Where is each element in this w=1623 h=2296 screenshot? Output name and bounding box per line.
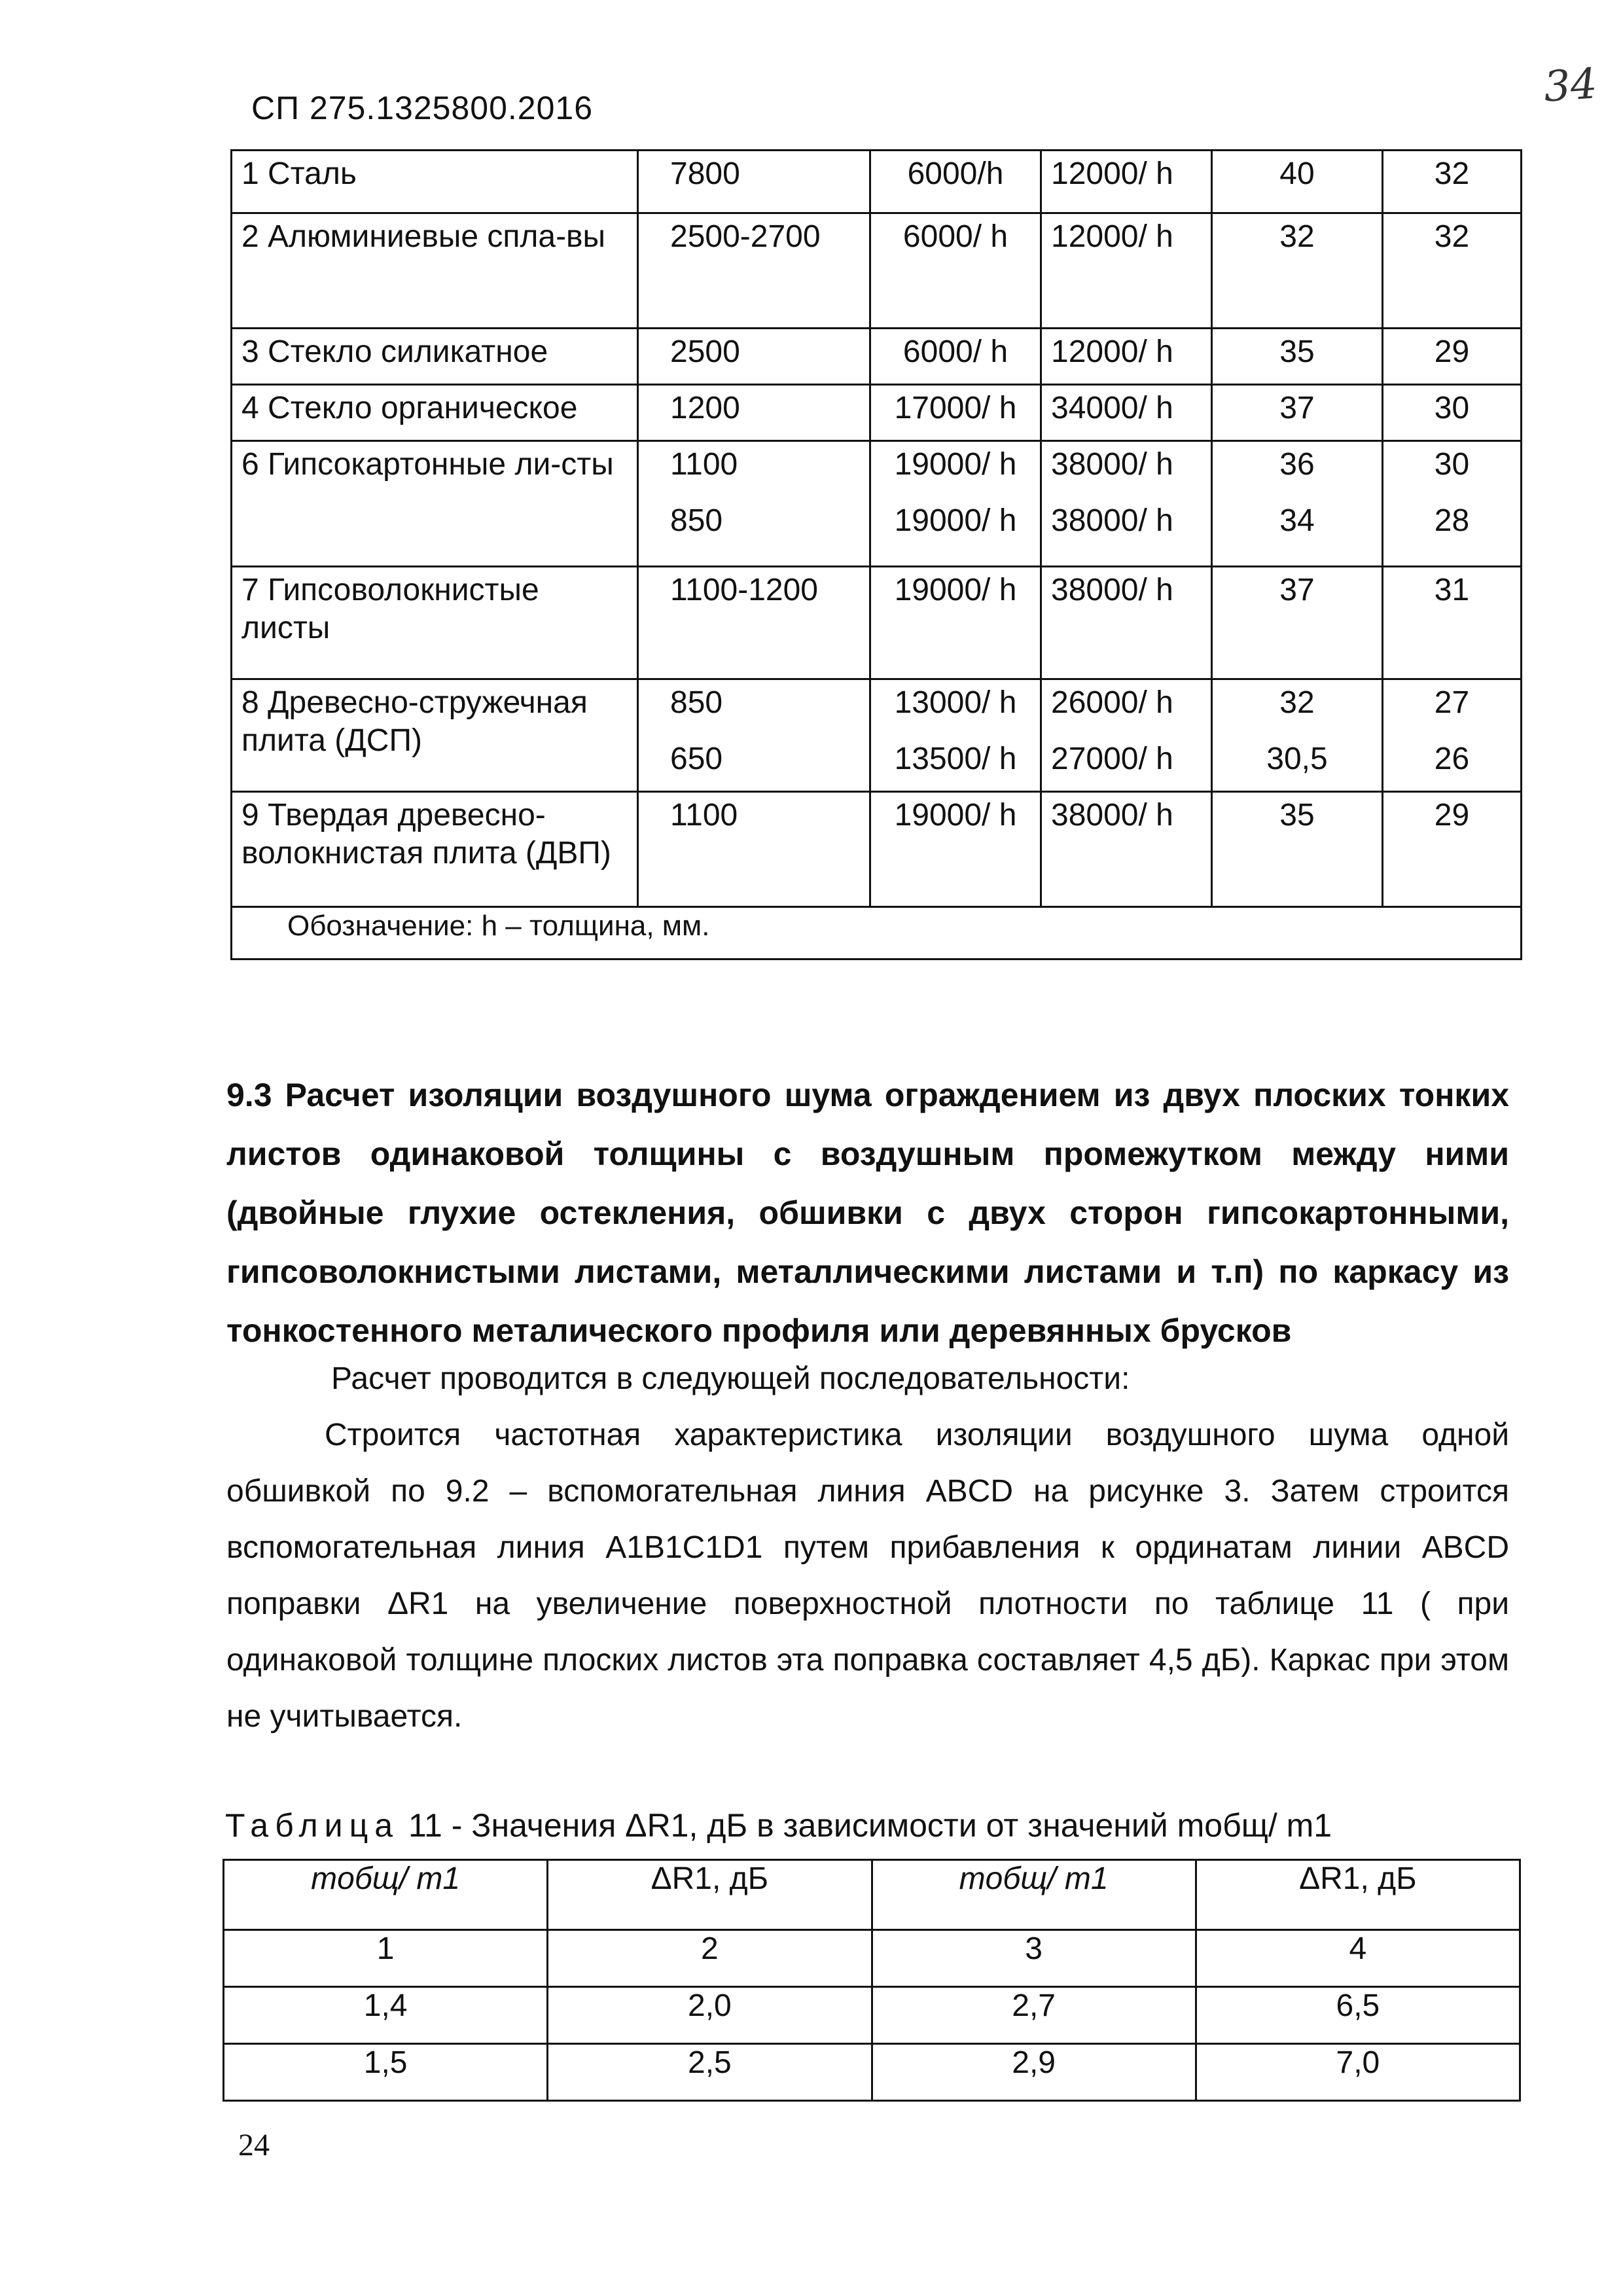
table11-header-cell: mобщ/ m1	[224, 1860, 548, 1930]
material-c4-cell	[1041, 567, 1212, 679]
table11-cell: 2,9	[872, 2044, 1196, 2101]
material-value: 2500-2700	[670, 219, 821, 254]
material-value: 40	[1279, 156, 1315, 191]
material-c6-cell	[1383, 679, 1522, 792]
material-c4-cell	[1041, 792, 1212, 907]
material-value: 32	[1434, 156, 1470, 191]
material-value: 28	[1434, 503, 1470, 538]
material-c4-cell	[1041, 385, 1212, 441]
material-c5-cell	[1212, 441, 1383, 567]
materials-row	[232, 792, 1522, 907]
table11-cell: 1,4	[224, 1987, 548, 2044]
table11-header-row	[224, 1860, 1520, 1930]
table11-cell: 1	[224, 1930, 548, 1987]
material-value: 32	[1279, 685, 1315, 720]
material-c3-cell	[870, 792, 1041, 907]
material-value: 850	[670, 503, 723, 538]
material-value: 38000/ h	[1051, 573, 1173, 607]
table11-cell: 2	[548, 1930, 872, 1987]
material-name: 8 Древесно-стружечная плита (ДСП)	[232, 679, 638, 792]
material-value: 26	[1434, 741, 1470, 776]
material-value: 1200	[670, 391, 740, 425]
material-value: 12000/ h	[1051, 219, 1173, 254]
material-c6-cell	[1383, 329, 1522, 385]
material-value: 850	[670, 685, 723, 720]
material-value: 34000/ h	[1051, 391, 1173, 425]
material-value: 36	[1279, 447, 1315, 482]
material-value: 1100	[670, 447, 738, 482]
table11-caption-text: 11 - Значения ΔR1, дБ в зависимости от значений mобщ/ m1	[399, 1807, 1332, 1844]
material-value: 27000/ h	[1051, 741, 1173, 776]
materials-row	[232, 213, 1522, 329]
material-c3-cell	[870, 329, 1041, 385]
materials-row	[232, 151, 1522, 213]
material-c4-cell	[1041, 329, 1212, 385]
material-value: 37	[1279, 573, 1315, 607]
material-value: 35	[1279, 334, 1315, 369]
materials-row	[232, 441, 1522, 567]
material-c6-cell	[1383, 441, 1522, 567]
material-value: 32	[1279, 219, 1315, 254]
table11-caption-label: Таблица	[225, 1807, 400, 1844]
material-c5-cell	[1212, 213, 1383, 329]
material-c3-cell	[870, 213, 1041, 329]
table11-cell: 6,5	[1196, 1987, 1520, 2044]
material-value: 1100-1200	[670, 573, 818, 607]
material-c5-cell	[1212, 385, 1383, 441]
material-name: 3 Стекло силикатное	[232, 329, 638, 385]
materials-row	[232, 329, 1522, 385]
material-value: 29	[1434, 798, 1470, 833]
material-density-cell	[638, 792, 870, 907]
material-value: 13000/ h	[894, 685, 1017, 720]
table11-cell: 2,7	[872, 1987, 1196, 2044]
material-c4-cell	[1041, 679, 1212, 792]
table11-cell: 1,5	[224, 2044, 548, 2101]
material-value: 38000/ h	[1051, 503, 1173, 538]
materials-note-row	[232, 907, 1522, 960]
material-value: 30	[1434, 447, 1470, 482]
material-value: 38000/ h	[1051, 447, 1173, 482]
material-value: 1100	[670, 798, 738, 833]
material-density-cell	[638, 679, 870, 792]
material-value: 19000/ h	[894, 798, 1017, 833]
material-value: 30	[1434, 391, 1470, 425]
table11-row	[224, 2044, 1520, 2101]
material-value: 6000/ h	[902, 219, 1008, 254]
material-density-cell	[638, 213, 870, 329]
materials-note: Обозначение: h – толщина, мм.	[232, 907, 1522, 960]
handwritten-page-number: 34	[1542, 60, 1599, 112]
paragraph-method	[226, 1407, 1509, 1745]
table11-header-cell: ΔR1, дБ	[1196, 1860, 1520, 1930]
material-c4-cell	[1041, 213, 1212, 329]
material-c3-cell	[870, 567, 1041, 679]
table11-cell: 7,0	[1196, 2044, 1520, 2101]
table11-header-cell: ΔR1, дБ	[548, 1860, 872, 1930]
table11-number-row	[224, 1930, 1520, 1987]
material-value: 27	[1434, 685, 1470, 720]
material-value: 37	[1279, 391, 1315, 425]
material-value: 38000/ h	[1051, 798, 1173, 833]
material-c6-cell	[1383, 385, 1522, 441]
material-value: 32	[1434, 219, 1470, 254]
material-value: 19000/ h	[894, 447, 1017, 482]
material-c4-cell	[1041, 441, 1212, 567]
material-name: 2 Алюминиевые спла-вы	[232, 213, 638, 329]
material-c6-cell	[1383, 213, 1522, 329]
material-c3-cell	[870, 679, 1041, 792]
table11-caption	[225, 1806, 1332, 1844]
materials-row	[232, 567, 1522, 679]
material-c3-cell	[870, 151, 1041, 213]
material-value: 650	[670, 741, 723, 776]
material-value: 31	[1434, 573, 1470, 607]
materials-row	[232, 679, 1522, 792]
material-density-cell	[638, 329, 870, 385]
material-c5-cell	[1212, 151, 1383, 213]
material-value: 29	[1434, 334, 1470, 369]
page-number: 24	[238, 2128, 270, 2162]
table11-cell: 4	[1196, 1930, 1520, 1987]
material-value: 30,5	[1266, 741, 1328, 776]
material-c5-cell	[1212, 679, 1383, 792]
table11-header-cell: mобщ/ m1	[872, 1860, 1196, 1930]
material-value: 19000/ h	[894, 573, 1017, 607]
material-c6-cell	[1383, 151, 1522, 213]
table11	[223, 1859, 1521, 2102]
material-value: 35	[1279, 798, 1315, 833]
material-c6-cell	[1383, 567, 1522, 679]
table11-cell: 2,5	[548, 2044, 872, 2101]
material-value: 26000/ h	[1051, 685, 1173, 720]
material-c5-cell	[1212, 792, 1383, 907]
material-value: 6000/ h	[902, 334, 1008, 369]
material-name: 4 Стекло органическое	[232, 385, 638, 441]
material-density-cell	[638, 567, 870, 679]
material-value: 13500/ h	[894, 741, 1017, 776]
material-density-cell	[638, 151, 870, 213]
material-c5-cell	[1212, 329, 1383, 385]
material-value: 19000/ h	[894, 503, 1017, 538]
table11-row	[224, 1987, 1520, 2044]
material-value: 2500	[670, 334, 740, 369]
materials-row	[232, 385, 1522, 441]
material-name: 1 Сталь	[232, 151, 638, 213]
paragraph-method-text: Строится частотная характеристика изоляции воздушного шума одной обшивкой по 9.2 – вспомогательная линия ABCD на рисунке 3. Затем строится вспомогательная линия A1B1C1D1 путем прибавления к ординатам линии ABCD поправки ΔR1 на увеличение поверхностной плотности по таблице 11 ( при одинаковой толщине плоских листов эта поправка составляет 4,5 дБ). Каркас при этом не учитывается.	[226, 1418, 1509, 1734]
table11-cell: 2,0	[548, 1987, 872, 2044]
material-value: 12000/ h	[1051, 334, 1173, 369]
material-value: 6000/h	[907, 156, 1004, 191]
material-name: 9 Твердая древесно-волокнистая плита (ДВП)	[232, 792, 638, 907]
material-value: 12000/ h	[1051, 156, 1173, 191]
material-c3-cell	[870, 441, 1041, 567]
document-code: СП 275.1325800.2016	[251, 90, 594, 126]
material-c4-cell	[1041, 151, 1212, 213]
material-name: 6 Гипсокартонные ли-сты	[232, 441, 638, 567]
material-density-cell	[638, 441, 870, 567]
material-name: 7 Гипсоволокнистые листы	[232, 567, 638, 679]
materials-table	[230, 149, 1522, 960]
material-value: 17000/ h	[894, 391, 1017, 425]
material-value: 7800	[670, 156, 740, 191]
paragraph-intro: Расчет проводится в следующей последовательности:	[331, 1361, 1130, 1396]
table11-cell: 3	[872, 1930, 1196, 1987]
section-heading: 9.3 Расчет изоляции воздушного шума ограждением из двух плоских тонких листов одинаковой толщины с воздушным промежутком между ними (двойные глухие остекления, обшивки с двух сторон гипсокартонными, гипсоволокнистыми листами, металлическими листами и т.п) по каркасу из тонкостенного металического профиля или деревянных брусков	[226, 1077, 1509, 1349]
material-c3-cell	[870, 385, 1041, 441]
material-density-cell	[638, 385, 870, 441]
material-c5-cell	[1212, 567, 1383, 679]
material-c6-cell	[1383, 792, 1522, 907]
material-value: 34	[1279, 503, 1315, 538]
